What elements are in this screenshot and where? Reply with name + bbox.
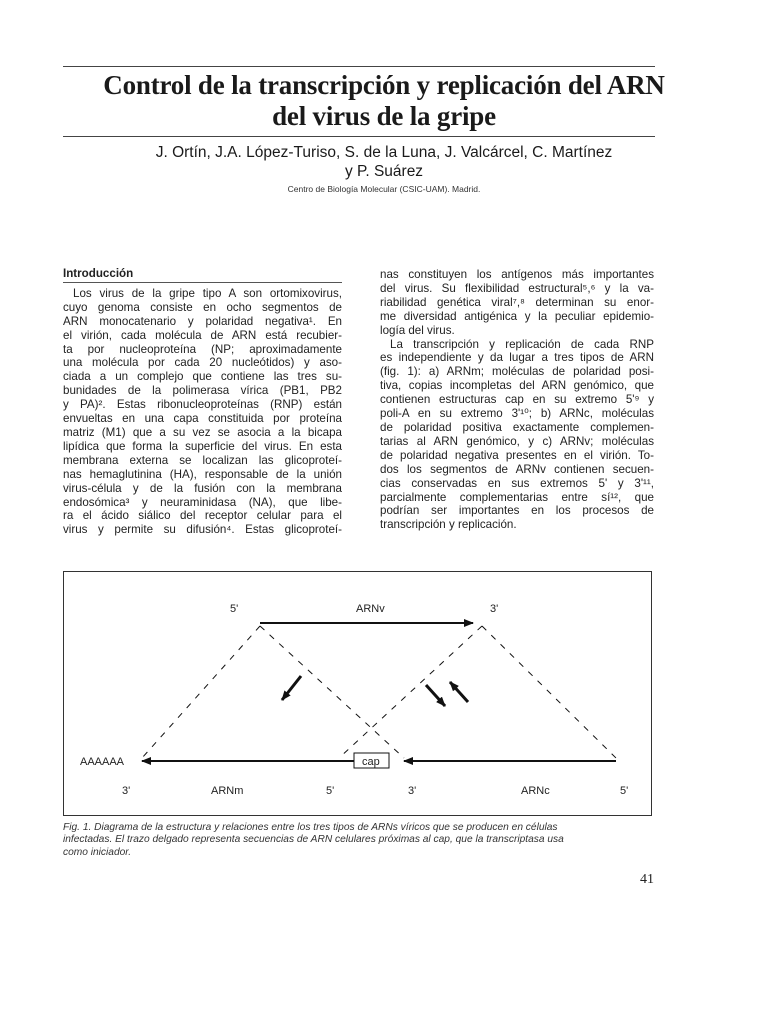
label-arnm-3-end: 3' bbox=[122, 785, 131, 797]
text-line: contienen estructuras cap en su extremo 5'⁹ y bbox=[380, 393, 654, 407]
dashed-line-v5-to-c3 bbox=[260, 626, 404, 758]
caption-line-2: infectadas. El trazo delgado representa secuencias de ARN celulares próximas al cap, que la transcriptasa usa bbox=[63, 834, 564, 846]
text-line: tiva, copias incompletas del ARN genómico, que bbox=[380, 379, 654, 393]
caption-line-3: como iniciador. bbox=[63, 846, 132, 858]
text-line: dos los segmentos de ARNv contienen secuen- bbox=[380, 462, 654, 476]
text-line: matriz (M1) que a su vez se asocia a la bicapa bbox=[63, 425, 342, 439]
label-arnc-5-end: 5' bbox=[620, 785, 629, 797]
title-line-2: del virus de la gripe bbox=[272, 101, 496, 131]
text-line: cias conservadas en sus extremos 5' y 3'¹¹, bbox=[380, 476, 654, 490]
figure-1-diagram bbox=[64, 572, 653, 817]
text-line: virus-célula y de la fusión con la membrana bbox=[63, 481, 342, 495]
article-title bbox=[40, 70, 728, 132]
label-arnv-3-end: 3' bbox=[490, 603, 499, 615]
text-line: me diversidad antigénica y la peculiar epidemio- bbox=[380, 309, 654, 323]
text-line: bunidades de la polimerasa vírica (PB1, PB2 bbox=[63, 384, 342, 398]
affiliation: Centro de Biología Molecular (CSIC-UAM). Madrid. bbox=[287, 184, 481, 194]
label-arnm-5-end: 5' bbox=[326, 785, 335, 797]
text-line: membrana externa se localizan las glicoproteí- bbox=[63, 453, 342, 467]
label-polya: AAAAAA bbox=[80, 756, 125, 768]
text-line: transcripción y replicación. bbox=[380, 518, 517, 532]
text-line: cuyo genoma consiste en ocho segmentos de bbox=[63, 300, 342, 314]
left-column-text bbox=[63, 287, 342, 537]
label-arnc-3-end: 3' bbox=[408, 785, 417, 797]
text-line: nas constituyen los antígenos más importantes bbox=[380, 268, 654, 281]
figure-1-box bbox=[63, 571, 652, 816]
left-column bbox=[63, 267, 342, 537]
text-line: del virus. Su flexibilidad estructural⁵,⁶ y la va- bbox=[380, 281, 654, 295]
right-column-text bbox=[380, 268, 654, 532]
title-top-rule bbox=[63, 66, 655, 67]
text-line: ciada a un complejo que contiene las tres su- bbox=[63, 370, 342, 384]
text-line: (fig. 1): a) ARNm; moléculas de polaridad posi- bbox=[380, 365, 654, 379]
label-cap: cap bbox=[362, 756, 380, 768]
heading-rule bbox=[63, 282, 342, 283]
text-line: parcialmente complementarias entre sí¹², que bbox=[380, 490, 654, 504]
text-line: Los virus de la gripe tipo A son ortomixovirus, bbox=[73, 286, 342, 300]
dashed-line-v3-to-c5 bbox=[482, 626, 616, 758]
transcription-arrow bbox=[282, 676, 301, 700]
title-bottom-rule bbox=[63, 136, 655, 137]
figure-1-caption bbox=[63, 822, 663, 859]
authors-line-2: y P. Suárez bbox=[344, 163, 424, 180]
section-heading-introduccion: Introducción bbox=[63, 267, 134, 280]
text-line: lipídica que forma la superficie del virus. En esta bbox=[63, 439, 342, 453]
replication-arrow-down bbox=[426, 685, 445, 706]
text-line: de polaridad negativa presentes en el virión. To- bbox=[380, 448, 654, 462]
label-arnc: ARNc bbox=[521, 785, 550, 797]
caption-line-1: Fig. 1. Diagrama de la estructura y relaciones entre los tres tipos de ARNs víricos que se producen en células bbox=[63, 822, 558, 833]
text-line: y PA)². Estas ribonucleoproteínas (RNP) están bbox=[63, 398, 342, 412]
title-line-1: Control de la transcripción y replicación del ARN bbox=[103, 70, 665, 100]
text-line: ARN monocatenario y polaridad negativa¹. En bbox=[63, 314, 342, 328]
text-line: nas hemaglutinina (HA), responsable de la unión bbox=[63, 467, 342, 481]
text-line: es independiente y da lugar a tres tipos de ARN bbox=[380, 351, 654, 365]
text-line: riabilidad genética viral⁷,⁸ determinan su enor- bbox=[380, 295, 654, 309]
text-line: tarias al ARN genómico, y c) ARNv; moléculas bbox=[380, 434, 654, 448]
text-line: virus y permite su difusión⁴. Estas glicoproteí- bbox=[63, 523, 342, 537]
page-number: 41 bbox=[640, 872, 654, 887]
text-line: ta por nucleoproteína (NP; aproximadamente bbox=[63, 342, 342, 356]
label-arnv-5-end: 5' bbox=[230, 603, 239, 615]
label-arnm: ARNm bbox=[211, 785, 244, 797]
text-line: podrían ser importantes en los procesos de bbox=[380, 504, 654, 518]
text-line: La transcripción y replicación de cada RNP bbox=[390, 337, 654, 351]
text-line: poli-A en su extremo 3'¹⁰; b) ARNc, moléculas bbox=[380, 407, 654, 421]
authors-line-1: J. Ortín, J.A. López-Turiso, S. de la Luna, J. Valcárcel, C. Martínez bbox=[155, 144, 613, 161]
text-line: el virión, cada molécula de ARN está recubier- bbox=[63, 328, 342, 342]
text-line: de polaridad positiva exactamente complemen- bbox=[380, 420, 654, 434]
label-arnv: ARNv bbox=[356, 603, 385, 615]
text-line: envueltas en una capa constituida por proteína bbox=[63, 412, 342, 426]
text-line: logía del virus. bbox=[380, 323, 455, 337]
text-line: ra el ácido siálico del receptor celular para el bbox=[63, 509, 342, 523]
dashed-line-v5-to-m3 bbox=[142, 626, 260, 758]
text-line: endosómica³ y neuraminidasa (NA), que libe- bbox=[63, 495, 342, 509]
text-line: una molécula por cada 20 nucleótidos) y aso- bbox=[63, 356, 342, 370]
authors bbox=[40, 143, 728, 181]
replication-arrow-up bbox=[450, 682, 468, 702]
right-column bbox=[380, 268, 654, 532]
